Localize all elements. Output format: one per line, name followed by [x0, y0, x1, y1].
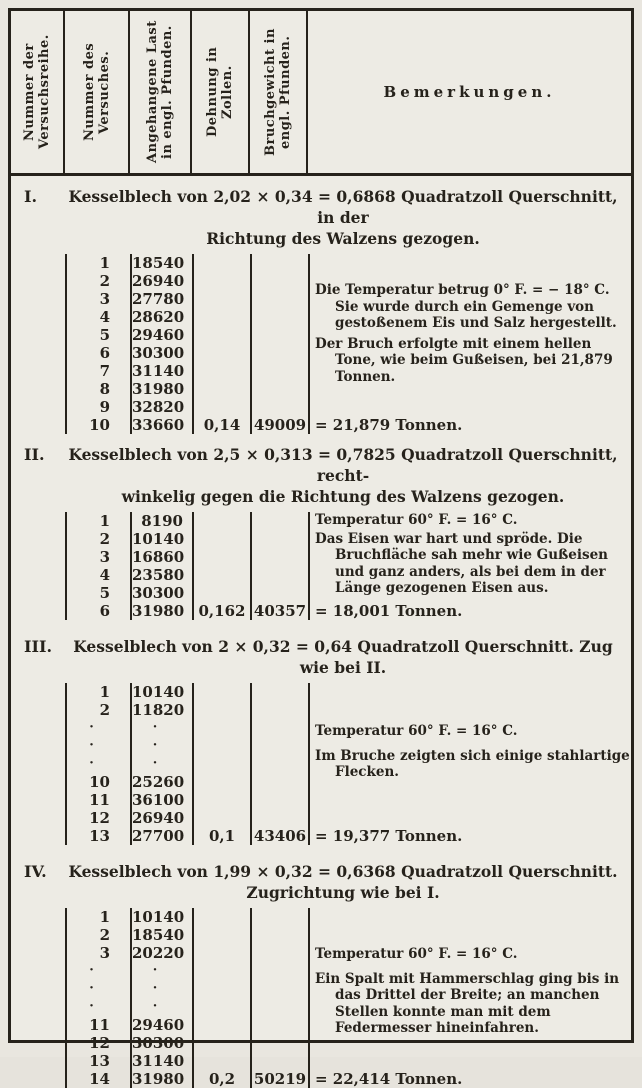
trial-number-cell: 3 — [99, 944, 110, 962]
trial-number-cell: 4 — [99, 308, 110, 326]
section-4-numeral: IV. — [24, 862, 47, 881]
remark-paragraph: Temperatur 60° F. = 16° C. — [315, 512, 518, 528]
section-4-header — [11, 861, 631, 903]
trial-number-cell: 2 — [99, 272, 110, 290]
section-2-header — [11, 444, 631, 507]
trial-number-column — [65, 254, 130, 434]
load-value-cell: 27780 — [132, 290, 185, 308]
trial-number-cell: 4 — [99, 566, 110, 584]
load-value-cell: 31980 — [132, 1070, 185, 1088]
section-3-header — [11, 636, 631, 678]
load-value-cell: 18540 — [132, 254, 185, 272]
breaking-weight-column — [250, 512, 308, 620]
trial-number-cell: 10 — [89, 773, 110, 791]
trial-number-cell: 13 — [89, 827, 110, 845]
elongation-value: 0,2 — [208, 1070, 236, 1088]
section-2-title — [65, 444, 631, 507]
trial-number-cell: 10 — [89, 416, 110, 434]
trial-number-cell: 6 — [99, 344, 110, 362]
test-series-1 — [11, 186, 631, 434]
header-trial-label: Nummer des Versuches. — [81, 42, 112, 142]
remarks-column — [308, 683, 631, 845]
trial-number-cell: 2 — [99, 701, 110, 719]
section-4-title — [65, 861, 631, 903]
header-breaking-weight-label: Bruchgewicht in engl. Pfunden. — [263, 28, 293, 156]
load-value-cell: 30300 — [132, 584, 185, 602]
trial-number-cell: 8 — [99, 380, 110, 398]
tons-result: = 21,879 Tonnen. — [315, 416, 463, 434]
trial-number-cell: 9 — [99, 398, 110, 416]
trial-number-cell: 3 — [99, 548, 110, 566]
trial-number-cell: · — [89, 981, 94, 996]
load-value-cell: 31140 — [132, 1052, 185, 1070]
remark-paragraph: Das Eisen war hart und spröde. Die Bruchfläche sah mehr wie Gußeisen und ganz anders, als bei dem in der Länge gezogenen Eisen aus. — [315, 530, 608, 596]
header-breaking-weight-column — [250, 11, 308, 173]
header-load-column — [130, 11, 192, 173]
section-4-title-line-2: Zugrichtung wie bei I. — [246, 883, 440, 902]
trial-number-cell: 14 — [89, 1070, 110, 1088]
load-value-cell: 10140 — [132, 683, 185, 701]
header-series-label: Nummer der Versuchsreihe. — [22, 34, 52, 150]
section-4-title-line-1: Kesselblech von 1,99 × 0,32 = 0,6368 Quadratzoll Querschnitt. — [68, 862, 618, 881]
trial-number-cell: · — [89, 756, 94, 771]
remark-paragraph: Der Bruch erfolgte mit einem hellen Tone, wie beim Gußeisen, bei 21,879 Tonnen. — [315, 335, 613, 385]
trial-number-cell: 1 — [99, 683, 110, 701]
section-1-title — [65, 186, 631, 249]
remarks-column — [308, 908, 631, 1088]
series-spacer-column — [11, 908, 65, 1088]
trial-number-cell: 7 — [99, 362, 110, 380]
load-value-cell: 26940 — [132, 809, 185, 827]
test-series-4 — [11, 861, 631, 1088]
section-3-title-line-1: Kesselblech von 2 × 0,32 = 0,64 Quadratzoll Querschnitt. Zug wie bei II. — [73, 637, 613, 677]
test-series-3 — [11, 636, 631, 845]
trial-number-cell: · — [89, 738, 94, 753]
series-spacer-column — [11, 512, 65, 620]
section-2-numeral: II. — [24, 445, 45, 464]
test-series-2 — [11, 444, 631, 620]
elongation-column — [192, 908, 250, 1088]
remarks-column — [308, 254, 631, 434]
section-1-header — [11, 186, 631, 249]
load-value-cell: 18540 — [132, 926, 185, 944]
load-value-cell: · — [152, 999, 158, 1014]
header-series-column — [11, 11, 65, 173]
load-value-cell: 31980 — [132, 380, 185, 398]
header-remarks-label: Bemerkungen. — [383, 83, 556, 101]
section-1-title-line-1: Kesselblech von 2,02 × 0,34 = 0,6868 Quadratzoll Querschnitt, in der — [68, 187, 618, 227]
header-elongation-label: Dehnung in Zollen. — [205, 46, 235, 138]
tons-result: = 22,414 Tonnen. — [315, 1070, 463, 1088]
load-value-column — [130, 908, 192, 1088]
trial-number-cell: 11 — [89, 791, 110, 809]
header-remarks-column — [308, 11, 631, 173]
elongation-column — [192, 512, 250, 620]
tons-result: = 18,001 Tonnen. — [315, 602, 463, 620]
load-value-cell: · — [152, 981, 158, 996]
header-elongation-column — [192, 11, 250, 173]
elongation-value: 0,14 — [203, 416, 241, 434]
load-value-cell: 11820 — [132, 701, 185, 719]
section-2-title-line-2: winkelig gegen die Richtung des Walzens gezogen. — [121, 487, 565, 506]
section-2-title-line-1: Kesselblech von 2,5 × 0,313 = 0,7825 Quadratzoll Querschnitt, recht- — [68, 445, 618, 485]
trial-number-cell: 5 — [99, 584, 110, 602]
remark-paragraph: Ein Spalt mit Hammerschlag ging bis in das Drittel der Breite; an manchen Stellen konnte man mit dem Federmesser hineinfahren. — [315, 970, 620, 1036]
breaking-weight-value: 40357 — [253, 602, 307, 620]
load-value-cell: 20220 — [132, 944, 185, 962]
load-value-cell: 33660 — [132, 416, 185, 434]
section-1-data-block — [11, 254, 631, 434]
trial-number-cell: 2 — [99, 530, 110, 548]
breaking-weight-column — [250, 254, 308, 434]
load-value-cell: 28620 — [132, 308, 185, 326]
section-1-title-line-2: Richtung des Walzens gezogen. — [206, 229, 480, 248]
remark-paragraph: Temperatur 60° F. = 16° C. — [315, 946, 518, 962]
trial-number-cell: 3 — [99, 290, 110, 308]
trial-number-cell: 6 — [99, 602, 110, 620]
elongation-value: 0,162 — [198, 602, 246, 620]
trial-number-cell: 1 — [99, 254, 110, 272]
load-value-column — [130, 254, 192, 434]
load-value-cell: · — [152, 720, 158, 735]
load-value-cell: 30300 — [132, 1034, 185, 1052]
header-trial-column — [65, 11, 130, 173]
elongation-column — [192, 254, 250, 434]
load-value-cell: 10140 — [132, 530, 185, 548]
load-value-column — [130, 512, 192, 620]
load-value-cell: 31980 — [132, 602, 185, 620]
remark-paragraph: Temperatur 60° F. = 16° C. — [315, 723, 518, 739]
load-value-cell: 32820 — [132, 398, 185, 416]
table-frame — [8, 8, 634, 1088]
breaking-weight-value: 43406 — [253, 827, 307, 845]
breaking-weight-column — [250, 908, 308, 1088]
load-value-cell: 25260 — [132, 773, 185, 791]
trial-number-cell: 5 — [99, 326, 110, 344]
trial-number-cell: 12 — [89, 1034, 110, 1052]
trial-number-cell: 1 — [99, 512, 110, 530]
load-value-cell: 16860 — [132, 548, 185, 566]
load-value-cell: 26940 — [132, 272, 185, 290]
trial-number-cell: · — [89, 720, 94, 735]
trial-number-column — [65, 512, 130, 620]
load-value-cell: · — [152, 738, 158, 753]
remark-paragraph: Im Bruche zeigten sich einige stahlartige Flecken. — [315, 747, 630, 780]
load-value-cell: · — [152, 756, 158, 771]
trial-number-column — [65, 683, 130, 845]
trial-number-cell: 2 — [99, 926, 110, 944]
trial-number-cell: 1 — [99, 908, 110, 926]
trial-number-cell: · — [89, 963, 94, 978]
load-value-cell: 8190 — [141, 512, 183, 530]
tons-result: = 19,377 Tonnen. — [315, 827, 463, 845]
load-value-cell: 36100 — [132, 791, 185, 809]
load-value-cell: 30300 — [132, 344, 185, 362]
elongation-column — [192, 683, 250, 845]
remarks-column — [308, 512, 631, 620]
load-value-cell: 31140 — [132, 362, 185, 380]
load-value-cell: · — [152, 963, 158, 978]
section-1-numeral: I. — [24, 187, 38, 206]
breaking-weight-value: 50219 — [253, 1070, 307, 1088]
load-value-cell: 10140 — [132, 908, 185, 926]
series-spacer-column — [11, 683, 65, 845]
section-4-data-block — [11, 908, 631, 1088]
header-load-label: Angehangene Last in engl. Pfunden. — [145, 20, 175, 164]
trial-number-cell: 11 — [89, 1016, 110, 1034]
series-spacer-column — [11, 254, 65, 434]
load-value-cell: 23580 — [132, 566, 185, 584]
breaking-weight-value: 49009 — [253, 416, 307, 434]
trial-number-column — [65, 908, 130, 1088]
load-value-column — [130, 683, 192, 845]
trial-number-cell: 12 — [89, 809, 110, 827]
section-3-data-block — [11, 683, 631, 845]
section-3-title — [65, 636, 631, 678]
trial-number-cell: · — [89, 999, 94, 1014]
load-value-cell: 29460 — [132, 326, 185, 344]
load-value-cell: 29460 — [132, 1016, 185, 1034]
load-value-cell: 27700 — [132, 827, 185, 845]
elongation-value: 0,1 — [208, 827, 236, 845]
remark-paragraph: Die Temperatur betrug 0° F. = − 18° C. Sie wurde durch ein Gemenge von gestoßenem Eis und Salz hergestellt. — [315, 282, 617, 331]
trial-number-cell: 13 — [89, 1052, 110, 1070]
breaking-weight-column — [250, 683, 308, 845]
table-header-row — [11, 11, 631, 176]
section-3-numeral: III. — [24, 637, 53, 656]
section-2-data-block — [11, 512, 631, 620]
